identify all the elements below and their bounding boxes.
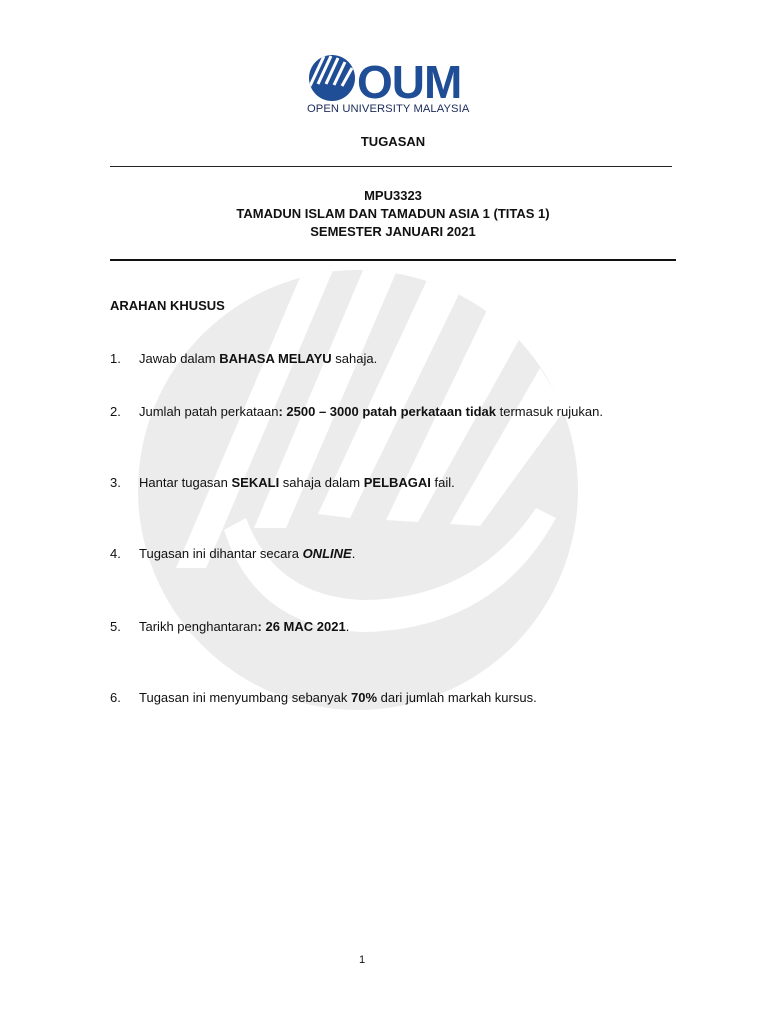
course-title: TAMADUN ISLAM DAN TAMADUN ASIA 1 (TITAS 1) <box>236 206 550 221</box>
item-emphasis: : 2500 – 3000 patah perkataan tidak <box>278 404 496 419</box>
page-number: 1 <box>358 954 366 966</box>
instruction-item-5 <box>110 619 349 634</box>
item-text: Hantar tugasan <box>139 475 232 490</box>
item-number: 1. <box>110 351 121 366</box>
item-emphasis: : 26 MAC 2021 <box>257 619 346 634</box>
item-text: Jawab dalam <box>139 351 220 366</box>
logo-caption: OPEN UNIVERSITY MALAYSIA <box>307 103 470 115</box>
item-text: Jumlah patah perkataan <box>139 404 279 419</box>
item-emphasis: SEKALI <box>231 475 280 490</box>
section-heading: ARAHAN KHUSUS <box>110 298 225 313</box>
item-text: fail. <box>430 475 455 490</box>
item-number: 2. <box>110 404 121 419</box>
item-number: 6. <box>110 690 121 705</box>
item-text: Tarikh penghantaran <box>139 619 258 634</box>
item-number: 3. <box>110 475 121 490</box>
oum-logo-emblem-icon <box>309 55 355 101</box>
divider-thin <box>110 166 672 167</box>
item-text: termasuk rujukan. <box>496 404 603 419</box>
item-text: dari jumlah markah kursus. <box>377 690 537 705</box>
item-number: 5. <box>110 619 121 634</box>
item-text: sahaja. <box>331 351 378 366</box>
divider-thick <box>110 259 676 261</box>
item-emphasis: 70% <box>350 690 378 705</box>
item-text: . <box>351 546 356 561</box>
item-emphasis: ONLINE <box>302 546 352 561</box>
item-text: . <box>345 619 350 634</box>
instruction-item-4 <box>110 546 355 561</box>
item-emphasis: BAHASA MELAYU <box>219 351 332 366</box>
instruction-item-2 <box>110 404 603 419</box>
instruction-item-6 <box>110 690 537 705</box>
item-text: sahaja dalam <box>279 475 364 490</box>
oum-watermark-emblem <box>136 268 580 712</box>
item-emphasis: PELBAGAI <box>363 475 431 490</box>
instruction-item-3 <box>110 475 455 490</box>
course-code: MPU3323 <box>364 188 422 203</box>
semester-label: SEMESTER JANUARI 2021 <box>310 224 476 239</box>
instruction-item-1 <box>110 351 377 366</box>
item-text: Tugasan ini menyumbang sebanyak <box>139 690 351 705</box>
document-type-title: TUGASAN <box>360 134 426 149</box>
item-text: Tugasan ini dihantar secara <box>139 546 303 561</box>
oum-logo-wordmark: OUM <box>357 56 462 108</box>
item-number: 4. <box>110 546 121 561</box>
